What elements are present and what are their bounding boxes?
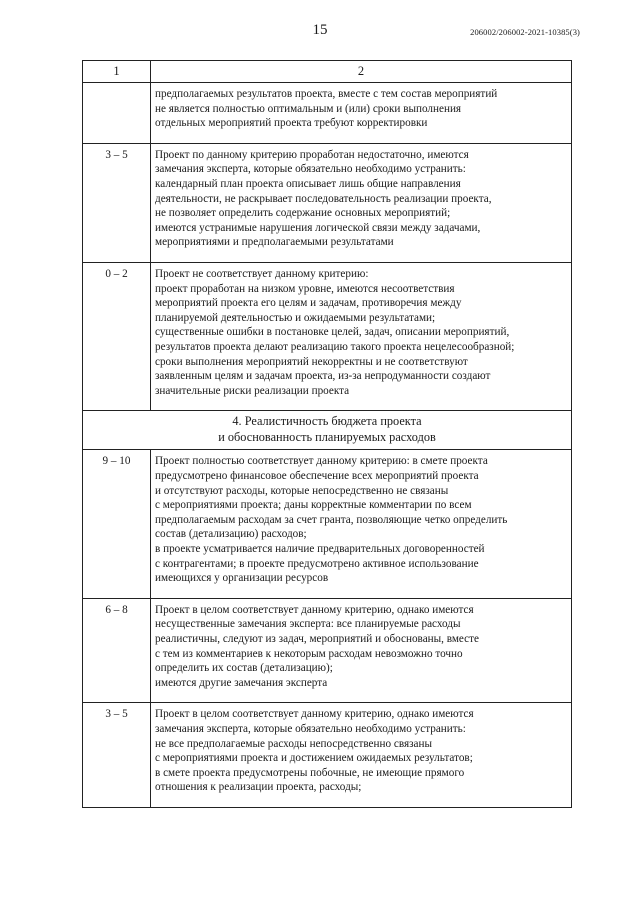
criterion-text-line: с мероприятиями проекта; даны корректные комментарии по всем xyxy=(155,499,472,512)
table-row xyxy=(83,262,572,410)
criterion-text-line: не все предполагаемые расходы непосредственно связаны xyxy=(155,737,433,750)
criterion-text-cell xyxy=(151,450,572,598)
score-cell: 3 – 5 xyxy=(83,143,151,262)
table-row xyxy=(83,703,572,808)
criterion-text-line: мероприятиями и предполагаемыми результатами xyxy=(155,236,394,249)
criteria-table-body xyxy=(83,61,572,808)
criterion-text-line: замечания эксперта, которые обязательно необходимо устранить: xyxy=(155,722,466,735)
criteria-table xyxy=(82,60,572,808)
criterion-text-line: не позволяет определить содержание основных мероприятий; xyxy=(155,207,451,220)
criterion-text-line: деятельности, не раскрывает последовательность реализации проекта, xyxy=(155,192,492,205)
criterion-text-line: с контрагентами; в проекте предусмотрено активное использование xyxy=(155,557,479,570)
column-header-2: 2 xyxy=(151,61,572,83)
criterion-text-line: Проект в целом соответствует данному критерию, однако имеются xyxy=(155,708,474,721)
criterion-text-cell xyxy=(151,83,572,144)
score-cell: 0 – 2 xyxy=(83,262,151,410)
criterion-text-line: мероприятий проекта его целям и задачам, противоречия между xyxy=(155,297,462,310)
criterion-text-line: состав (детализацию) расходов; xyxy=(155,528,307,541)
criterion-text-line: не является полностью оптимальным и (или) сроки выполнения xyxy=(155,102,462,115)
criterion-text-cell xyxy=(151,703,572,808)
criterion-text-line: в смете проекта предусмотрены побочные, не имеющие прямого xyxy=(155,766,465,779)
criterion-text-line: имеющихся у организации ресурсов xyxy=(155,572,329,585)
criterion-text-line: проект проработан на низком уровне, имеются несоответствия xyxy=(155,282,455,295)
column-header-1: 1 xyxy=(83,61,151,83)
criterion-text-line: планируемой деятельностью и ожидаемыми результатами; xyxy=(155,311,436,324)
criterion-text-line: заявленным целям и задачам проекта, из-за непродуманности создают xyxy=(155,370,491,383)
section-heading-row xyxy=(83,411,572,450)
criterion-text-cell xyxy=(151,143,572,262)
criterion-text-line: отношения к реализации проекта, расходы; xyxy=(155,781,362,794)
criterion-text-line: реалистичны, следуют из задач, мероприятий и обоснованы, вместе xyxy=(155,633,479,645)
section-heading-line: и обоснованность планируемых расходов xyxy=(218,429,436,444)
criterion-text-line: несущественные замечания эксперта: все планируемые расходы xyxy=(155,618,461,631)
criterion-text-line: Проект не соответствует данному критерию: xyxy=(155,267,369,280)
criterion-text-line: календарный план проекта описывает лишь общие направления xyxy=(155,177,461,190)
criterion-text-line: результатов проекта делают реализацию такого проекта нецелесообразной; xyxy=(155,340,515,353)
criterion-text-line: существенные ошибки в постановке целей, задач, описании мероприятий, xyxy=(155,326,510,339)
criterion-text-line: имеются другие замечания эксперта xyxy=(155,676,328,689)
table-row xyxy=(83,143,572,262)
page-number: 15 xyxy=(312,22,328,38)
score-cell: 6 – 8 xyxy=(83,598,151,703)
criterion-text-line: предполагаемых результатов проекта, вместе с тем состав мероприятий xyxy=(155,88,498,100)
document-id: 206002/206002-2021-10385(3) xyxy=(470,27,580,37)
criterion-text-line: с тем из комментариев к некоторым расходам невозможно точно xyxy=(155,647,463,660)
criterion-text-line: отдельных мероприятий проекта требуют корректировки xyxy=(155,117,428,130)
table-row xyxy=(83,450,572,598)
criterion-text-cell xyxy=(151,598,572,703)
section-heading xyxy=(83,411,572,450)
section-heading-line: 4. Реалистичность бюджета проекта xyxy=(232,414,422,429)
criterion-text-line: с мероприятиями проекта и достижением ожидаемых результатов; xyxy=(155,752,473,765)
criterion-text-line: сроки выполнения мероприятий некорректны и не соответствуют xyxy=(155,355,468,368)
criterion-text-line: замечания эксперта, которые обязательно необходимо устранить: xyxy=(155,163,466,176)
criterion-text-line: имеются устранимые нарушения логической связи между задачами, xyxy=(155,221,481,234)
criterion-text-line: определить их состав (детализацию); xyxy=(155,662,333,675)
criterion-text-line: предполагаемым расходам за счет гранта, позволяющие четко определить xyxy=(155,513,508,526)
table-row xyxy=(83,83,572,144)
criterion-text-cell xyxy=(151,262,572,410)
criterion-text-line: в проекте усматривается наличие предварительных договоренностей xyxy=(155,543,485,556)
table-row xyxy=(83,598,572,703)
criterion-text-line: предусмотрено финансовое обеспечение всех мероприятий проекта xyxy=(155,470,479,483)
criterion-text-line: Проект в целом соответствует данному критерию, однако имеются xyxy=(155,603,474,616)
criterion-text-line: Проект по данному критерию проработан недостаточно, имеются xyxy=(155,148,469,161)
criterion-text-line: Проект полностью соответствует данному критерию: в смете проекта xyxy=(155,455,488,468)
score-cell: 9 – 10 xyxy=(83,450,151,598)
criterion-text-line: значительные риски реализации проекта xyxy=(155,384,350,397)
table-header-row xyxy=(83,61,572,83)
score-cell xyxy=(83,83,151,144)
criterion-text-line: и отсутствуют расходы, которые непосредственно не связаны xyxy=(155,484,449,497)
score-cell: 3 – 5 xyxy=(83,703,151,808)
